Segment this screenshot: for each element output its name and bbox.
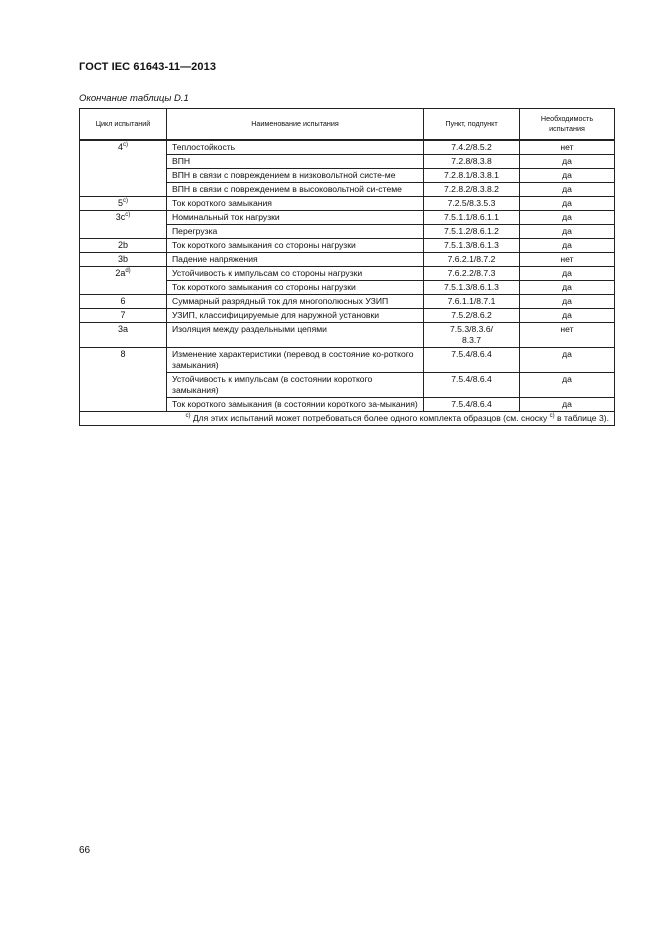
document-header: ГОСТ IEC 61643-11—2013 — [79, 61, 217, 73]
required-cell: да — [520, 267, 615, 281]
table-row — [80, 323, 615, 348]
column-header-cycle: Цикл испытаний — [80, 109, 167, 141]
cycle-cell — [80, 253, 167, 267]
required-cell: да — [520, 155, 615, 169]
cycle-cell — [80, 197, 167, 211]
clause-cell: 7.4.2/8.5.2 — [424, 140, 520, 155]
footnote-row — [80, 412, 615, 426]
cycle-label: 3b — [117, 254, 128, 264]
column-header-required: Необходимость испытания — [520, 109, 615, 141]
required-cell: да — [520, 225, 615, 239]
clause-cell: 7.5.4/8.6.4 — [424, 348, 520, 373]
test-name-cell: Ток короткого замыкания — [167, 197, 424, 211]
cycle-cell — [80, 239, 167, 253]
test-name-cell: Устойчивость к импульсам со стороны нагрузки — [167, 267, 424, 281]
cycle-label: 8 — [120, 349, 126, 359]
footnote-ref: c) — [549, 413, 555, 419]
cycle-label: 6 — [120, 296, 126, 306]
test-name-cell: Номинальный ток нагрузки — [167, 211, 424, 225]
table-body — [80, 140, 615, 412]
required-cell: да — [520, 398, 615, 412]
cycle-cell — [80, 348, 167, 412]
required-cell: да — [520, 183, 615, 197]
clause-cell: 7.6.2.1/8.7.2 — [424, 253, 520, 267]
required-cell: да — [520, 309, 615, 323]
clause-cell: 7.5.2/8.6.2 — [424, 309, 520, 323]
required-cell: да — [520, 373, 615, 398]
cycle-footnote-marker: d) — [125, 268, 131, 274]
cycle-label: 3a — [117, 324, 128, 334]
required-cell: да — [520, 295, 615, 309]
test-name-cell: Падение напряжения — [167, 253, 424, 267]
column-header-test-name: Наименование испытания — [167, 109, 424, 141]
cycle-cell — [80, 267, 167, 295]
table-row — [80, 197, 615, 211]
clause-cell: 7.2.5/8.3.5.3 — [424, 197, 520, 211]
test-name-cell: Ток короткого замыкания со стороны нагрузки — [167, 281, 424, 295]
table-row — [80, 211, 615, 225]
cycle-footnote-marker: c) — [123, 198, 128, 204]
test-name-cell: УЗИП, классифицируемые для наружной установки — [167, 309, 424, 323]
clause-cell: 7.5.4/8.6.4 — [424, 373, 520, 398]
cycle-label: 7 — [120, 310, 126, 320]
table-row — [80, 140, 615, 155]
cycle-cell — [80, 323, 167, 348]
required-cell: да — [520, 281, 615, 295]
test-name-cell: Ток короткого замыкания (в состоянии короткого за-мыкания) — [167, 398, 424, 412]
cycle-cell — [80, 295, 167, 309]
cycle-footnote-marker: c) — [125, 212, 131, 218]
required-cell: нет — [520, 253, 615, 267]
table-row — [80, 348, 615, 373]
cycle-label: 2a — [115, 268, 126, 278]
test-name-cell: Теплостойкость — [167, 140, 424, 155]
test-name-cell: Суммарный разрядный ток для многополюсных УЗИП — [167, 295, 424, 309]
test-name-cell: Ток короткого замыкания со стороны нагрузки — [167, 239, 424, 253]
cycle-label: 5 — [117, 198, 123, 208]
test-name-cell: ВПН в связи с повреждением в высоковольтной си-стеме — [167, 183, 424, 197]
clause-cell: 7.5.3/8.3.6/ 8.3.7 — [424, 323, 520, 348]
clause-cell: 7.2.8/8.3.8 — [424, 155, 520, 169]
cycle-footnote-marker: c) — [123, 142, 128, 148]
test-name-cell: ВПН в связи с повреждением в низковольтной систе-ме — [167, 169, 424, 183]
clause-cell: 7.6.1.1/8.7.1 — [424, 295, 520, 309]
footnote-text-before: Для этих испытаний может потребоваться более одного комплекта образцов (см. сноску — [190, 413, 550, 423]
clause-cell: 7.5.1.3/8.6.1.3 — [424, 239, 520, 253]
test-name-cell: Перегрузка — [167, 225, 424, 239]
clause-cell: 7.5.4/8.6.4 — [424, 398, 520, 412]
cycle-label: 2b — [117, 240, 128, 250]
cycle-cell — [80, 211, 167, 239]
cycle-cell — [80, 309, 167, 323]
test-name-cell: Изоляция между раздельными цепями — [167, 323, 424, 348]
required-cell: нет — [520, 323, 615, 348]
cycle-label: 3c — [115, 212, 126, 222]
test-cycles-table — [79, 108, 615, 426]
column-header-clause: Пункт, подпункт — [424, 109, 520, 141]
cycle-cell — [80, 140, 167, 197]
table-row — [80, 253, 615, 267]
table-row — [80, 309, 615, 323]
footnote-text-after: в таблице 3). — [554, 413, 609, 423]
clause-cell: 7.6.2.2/8.7.3 — [424, 267, 520, 281]
test-name-cell: Изменение характеристики (перевод в состояние ко-роткого замыкания) — [167, 348, 424, 373]
footnote-marker: c) — [185, 413, 191, 419]
table-header-row — [80, 109, 615, 141]
page-number: 66 — [79, 845, 91, 856]
required-cell: да — [520, 239, 615, 253]
clause-cell: 7.5.1.2/8.6.1.2 — [424, 225, 520, 239]
table-caption: Окончание таблицы D.1 — [79, 93, 189, 104]
test-name-cell: Устойчивость к импульсам (в состоянии короткого замыкания) — [167, 373, 424, 398]
required-cell: нет — [520, 140, 615, 155]
required-cell: да — [520, 348, 615, 373]
required-cell: да — [520, 197, 615, 211]
required-cell: да — [520, 211, 615, 225]
table-row — [80, 295, 615, 309]
required-cell: да — [520, 169, 615, 183]
cycle-label: 4 — [117, 142, 123, 152]
table-footnote — [80, 412, 615, 426]
clause-cell: 7.2.8.1/8.3.8.1 — [424, 169, 520, 183]
clause-cell: 7.5.1.1/8.6.1.1 — [424, 211, 520, 225]
clause-cell: 7.2.8.2/8.3.8.2 — [424, 183, 520, 197]
clause-cell: 7.5.1.3/8.6.1.3 — [424, 281, 520, 295]
table-row — [80, 239, 615, 253]
table-row — [80, 267, 615, 281]
test-name-cell: ВПН — [167, 155, 424, 169]
